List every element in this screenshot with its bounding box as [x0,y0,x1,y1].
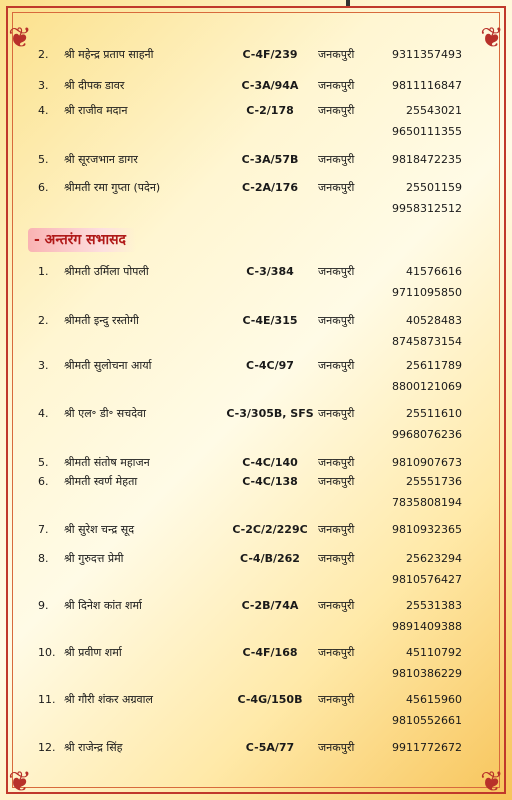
member-area: जनकपुरी [318,314,355,327]
member-number: 10. [38,646,56,659]
member-area: जनकपुरी [318,265,355,278]
member-phone: 25511610 [406,407,462,420]
member-number: 2. [38,314,49,327]
member-address: C-4C/97 [246,359,294,372]
section-heading: - अन्तरंग सभासद [28,228,136,252]
member-number: 2. [38,48,49,61]
member-phone: 9968076236 [392,428,462,441]
corner-ornament-icon: ❦ [8,21,32,54]
member-area: जनकपुरी [318,359,355,372]
member-area: जनकपुरी [318,48,355,61]
member-address: C-3/305B, SFS [226,407,314,420]
member-address: C-4F/168 [242,646,298,659]
member-area: जनकपुरी [318,599,355,612]
member-area: जनकपुरी [318,741,355,754]
member-row [0,472,512,509]
corner-ornament-icon: ❦ [480,21,504,54]
member-phone: 8745873154 [392,335,462,348]
member-row [0,549,512,586]
member-row [0,76,512,96]
member-phone: 25611789 [406,359,462,372]
member-address: C-3/384 [246,265,294,278]
member-name: श्री राजीव मदान [64,104,128,117]
member-phone: 41576616 [406,265,462,278]
member-phone: 9311357493 [392,48,462,61]
member-number: 9. [38,599,49,612]
member-phone: 25551736 [406,475,462,488]
member-phone: 7835808194 [392,496,462,509]
member-row [0,45,512,65]
member-address: C-4G/150B [237,693,303,706]
member-phone: 9811116847 [392,79,462,92]
member-row [0,738,512,758]
member-phone: 25531383 [406,599,462,612]
member-name: श्री महेन्द्र प्रताप साहनी [64,48,154,61]
member-row [0,178,512,215]
member-number: 4. [38,104,49,117]
member-phone: 8800121069 [392,380,462,393]
member-name: श्री दिनेश कांत शर्मा [64,599,142,612]
member-number: 7. [38,523,49,536]
member-phone: 9810576427 [392,573,462,586]
member-number: 3. [38,359,49,372]
corner-ornament-icon: ❦ [480,765,504,798]
member-phone: 45110792 [406,646,462,659]
member-area: जनकपुरी [318,456,355,469]
member-address: C-5A/77 [245,741,295,754]
member-area: जनकपुरी [318,523,355,536]
member-name: श्री दीपक डावर [64,79,125,92]
member-address: C-2C/2/229C [232,523,308,536]
member-phone: 9810552661 [392,714,462,727]
member-row [0,690,512,727]
member-address: C-2A/176 [241,181,299,194]
member-row [0,101,512,138]
member-number: 8. [38,552,49,565]
member-name: श्रीमती इन्दु रस्तोगी [64,314,139,327]
member-phone: 9810932365 [392,523,462,536]
member-name: श्रीमती उर्मिला पोपली [64,265,149,278]
member-number: 5. [38,153,49,166]
member-row [0,643,512,680]
corner-ornament-icon: ❦ [8,765,32,798]
member-name: श्री गौरी शंकर अग्रवाल [64,693,153,706]
member-address: C-4E/315 [242,314,298,327]
member-row [0,311,512,348]
member-area: जनकपुरी [318,552,355,565]
member-number: 1. [38,265,49,278]
member-row [0,356,512,393]
member-address: C-4/B/262 [240,552,300,565]
member-phone: 45615960 [406,693,462,706]
page-mark [346,0,350,6]
member-name: श्री सूरजभान डागर [64,153,138,166]
member-phone: 9810386229 [392,667,462,680]
member-number: 12. [38,741,56,754]
member-area: जनकपुरी [318,693,355,706]
member-phone: 9818472235 [392,153,462,166]
member-number: 11. [38,693,56,706]
member-phone: 9958312512 [392,202,462,215]
member-phone: 9711095850 [392,286,462,299]
member-number: 6. [38,181,49,194]
member-phone: 9891409388 [392,620,462,633]
member-address: C-3A/57B [241,153,299,166]
member-row [0,596,512,633]
member-phone: 9650111355 [392,125,462,138]
member-name: श्री गुरुदत्त प्रेमी [64,552,124,565]
member-area: जनकपुरी [318,153,355,166]
member-name: श्रीमती सुलोचना आर्या [64,359,152,372]
member-area: जनकपुरी [318,407,355,420]
member-name: श्रीमती रमा गुप्ता (पदेन) [64,181,161,194]
member-name: श्रीमती संतोष महाजन [64,456,150,469]
member-phone: 40528483 [406,314,462,327]
member-area: जनकपुरी [318,475,355,488]
member-address: C-3A/94A [241,79,299,92]
member-area: जनकपुरी [318,646,355,659]
member-name: श्री प्रवीण शर्मा [64,646,122,659]
member-name: श्रीमती स्वर्ण मेहता [64,475,138,488]
member-name: श्री राजेन्द्र सिंह [64,741,123,754]
member-area: जनकपुरी [318,181,355,194]
member-phone: 25623294 [406,552,462,565]
member-phone: 25501159 [406,181,462,194]
member-address: C-4C/138 [242,475,298,488]
member-phone: 25543021 [406,104,462,117]
member-phone: 9911772672 [392,741,462,754]
member-row [0,150,512,170]
member-address: C-2/178 [246,104,294,117]
member-phone: 9810907673 [392,456,462,469]
member-number: 5. [38,456,49,469]
member-name: श्री एल॰ डी॰ सचदेवा [64,407,147,420]
member-address: C-4C/140 [242,456,298,469]
member-number: 3. [38,79,49,92]
member-area: जनकपुरी [318,79,355,92]
member-row [0,453,512,473]
member-name: श्री सुरेश चन्द्र सूद [64,523,135,536]
member-number: 6. [38,475,49,488]
member-number: 4. [38,407,49,420]
member-row [0,520,512,540]
member-row [0,404,512,441]
member-address: C-2B/74A [241,599,299,612]
member-address: C-4F/239 [242,48,298,61]
member-area: जनकपुरी [318,104,355,117]
member-row [0,262,512,299]
